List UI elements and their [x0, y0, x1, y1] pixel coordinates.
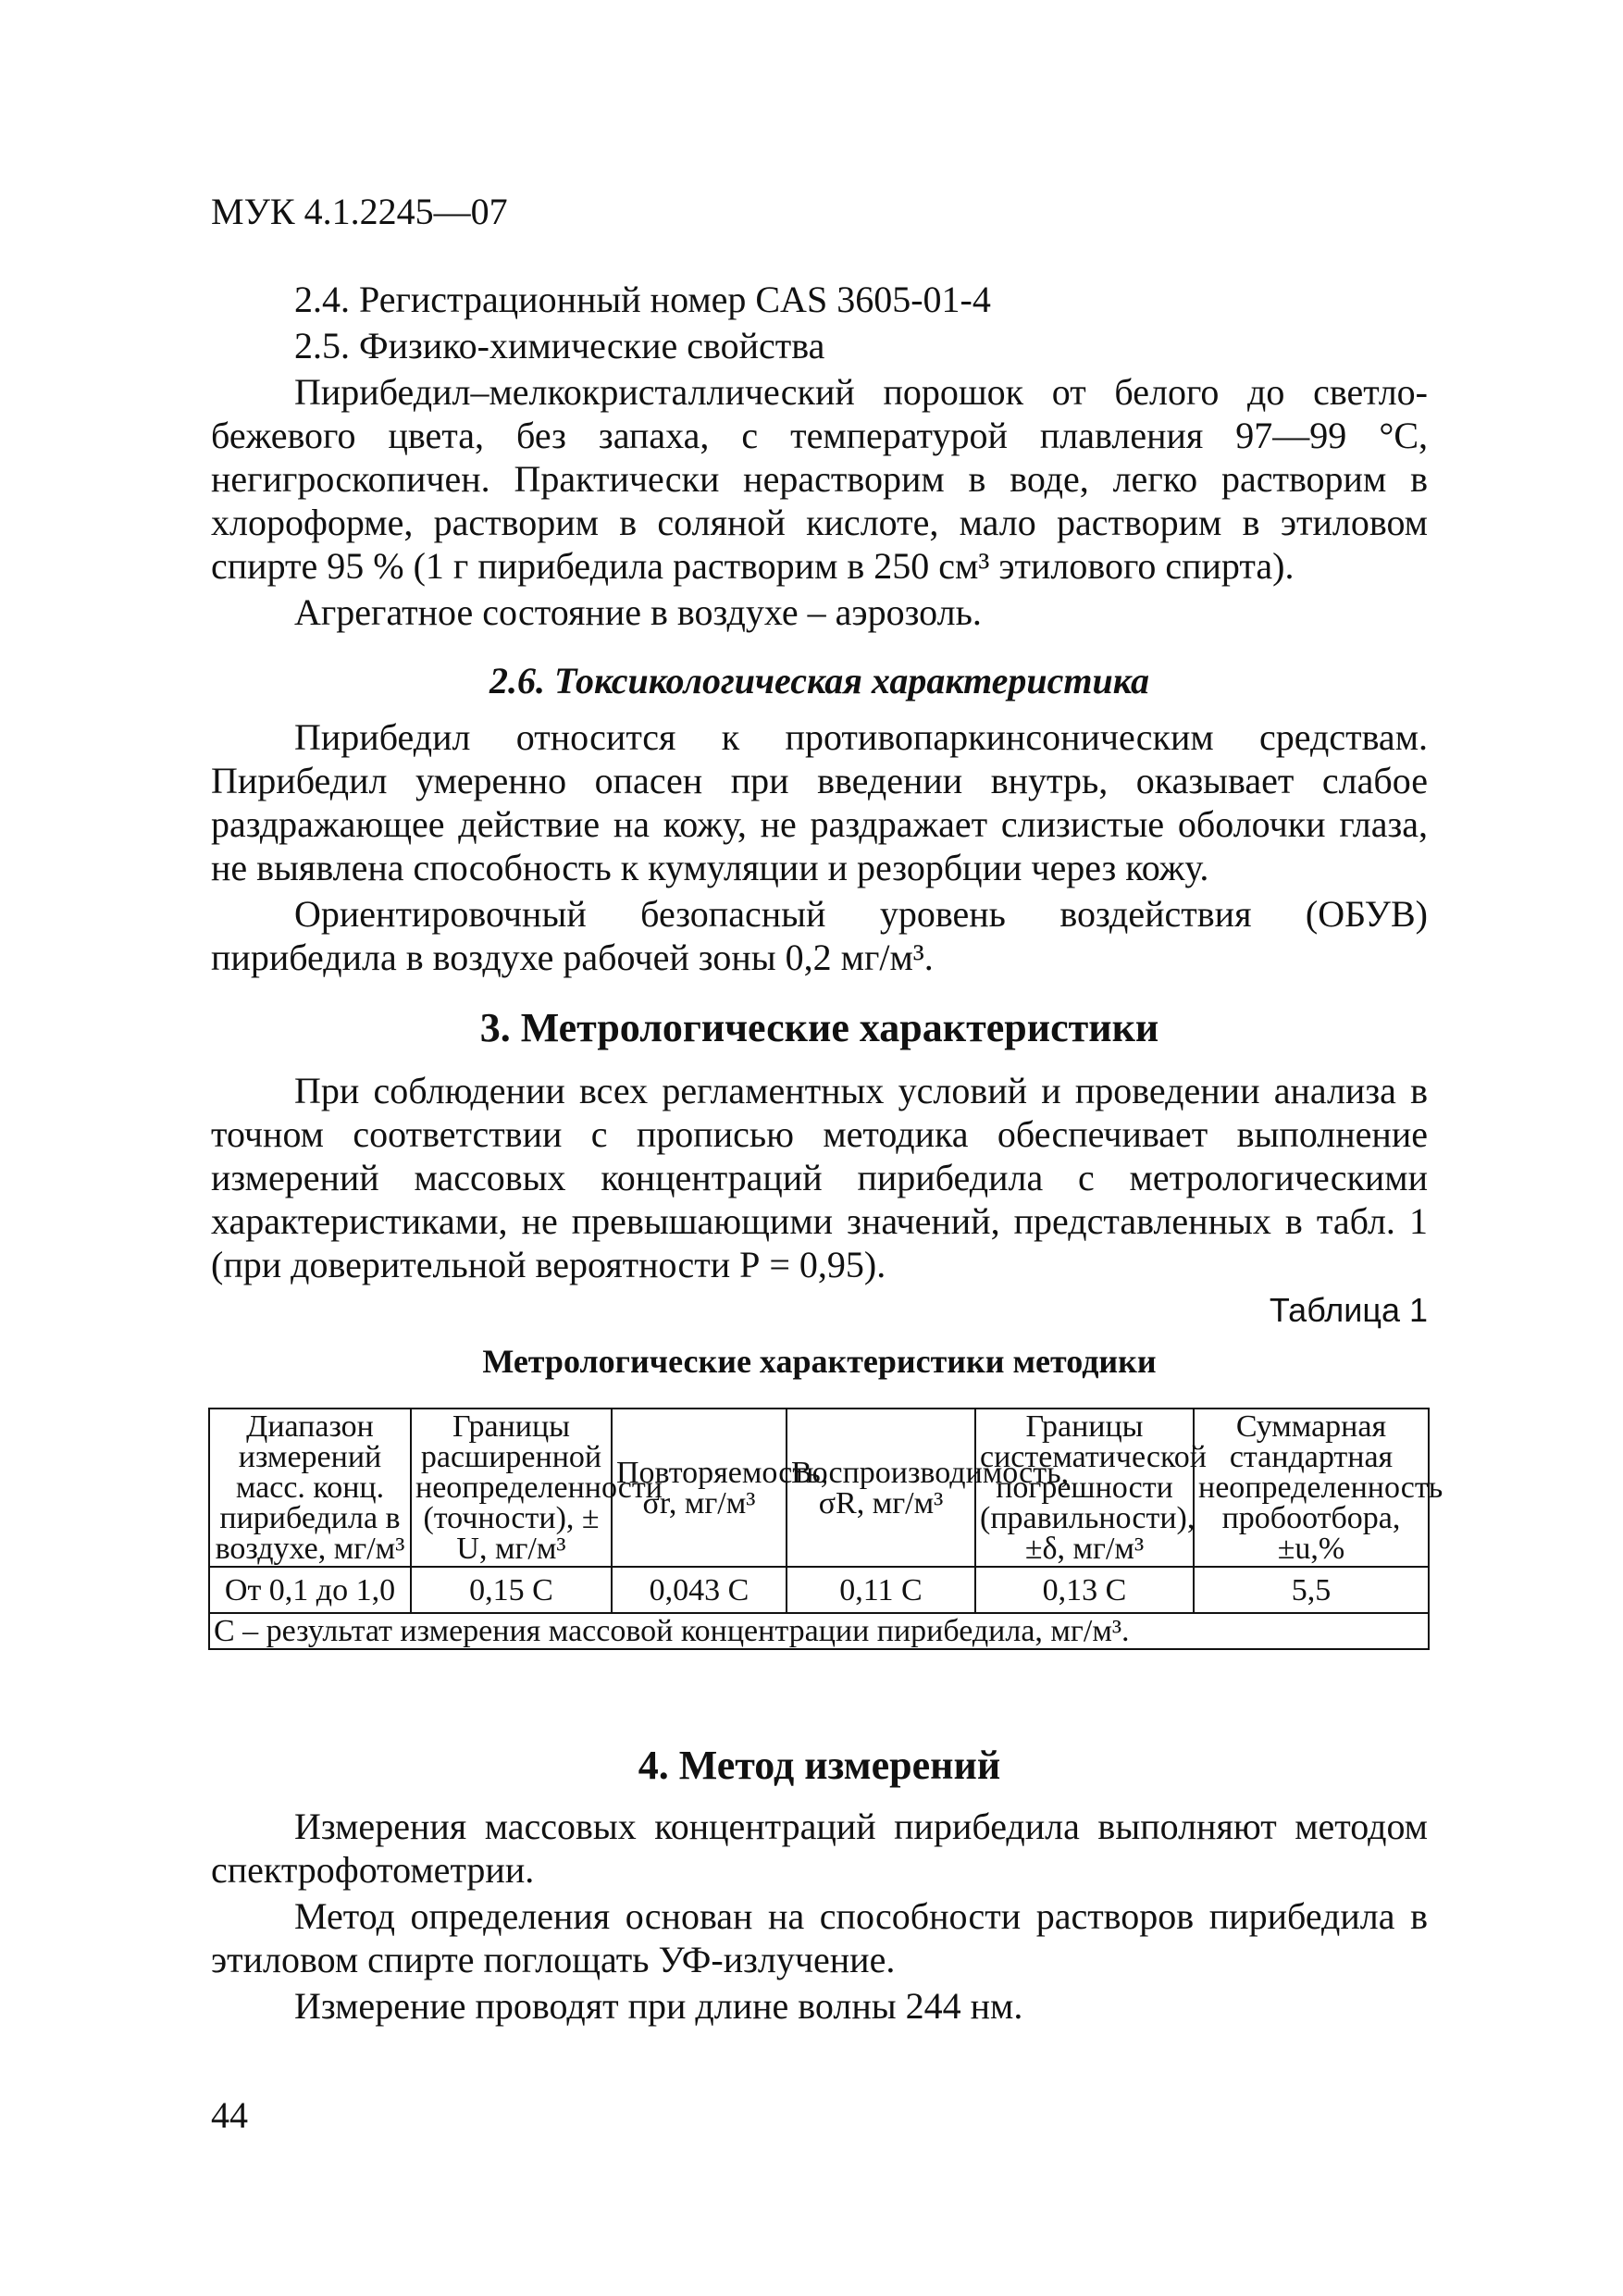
running-head: МУК 4.1.2245—07: [211, 191, 508, 232]
page-number: 44: [211, 2094, 248, 2136]
cell-sampling-uncertainty: 5,5: [1194, 1567, 1429, 1613]
table-label: Таблица 1: [1269, 1291, 1428, 1329]
method-paragraph-1: Измерения массовых концентраций пирибедила выполняют методом спектрофотометрии.: [211, 1806, 1428, 1891]
tox-section: [211, 715, 1428, 979]
physchem-paragraph: Пирибедил–мелкокристаллический порошок от белого до светло-бежевого цвета, без запаха, с температурой плавления 97—99 °С, негигроскопичен. Практически нерастворим в воде, легко растворим в хлороформе, растворим в соляной кислоте, мало растворим в этиловом спирте 95 % (1 г пирибедила растворим в 250 см³ этилового спирта).: [211, 371, 1428, 587]
header-sampling-uncertainty: Суммарная стандартная неопределенность пробоотбора, ±u,%: [1194, 1409, 1429, 1567]
header-reproducibility: Воспроизводимость, σR, мг/м³: [787, 1409, 975, 1567]
section-4-body: [211, 1805, 1428, 2028]
aggregate-state-paragraph: Агрегатное состояние в воздухе – аэрозоль.: [294, 591, 982, 633]
table-row: [209, 1567, 1429, 1613]
physchem-heading: 2.5. Физико-химические свойства: [294, 325, 825, 366]
cell-range: От 0,1 до 1,0: [209, 1567, 411, 1613]
method-paragraph-3: Измерение проводят при длине волны 244 нм.: [294, 1985, 1023, 2027]
section-2-top: [211, 278, 1428, 634]
tox-heading: 2.6. Токсикологическая характеристика: [489, 660, 1150, 701]
metrology-table: [208, 1408, 1443, 1650]
header-uncertainty: Границы расширенной неопределенности (точности), ± U, мг/м³: [411, 1409, 612, 1567]
section-3-title: 3. Метрологические характеристики: [479, 1005, 1159, 1050]
table-title: Метрологические характеристики методики: [482, 1343, 1157, 1380]
tox-paragraph: Пирибедил относится к противопаркинсоническим средствам. Пирибедил умеренно опасен при введении внутрь, оказывает слабое раздражающее действие на кожу, не раздражает слизистые оболочки глаза, не выявлена способность к кумуляции и резорбции через кожу.: [211, 716, 1428, 888]
method-paragraph-2: Метод определения основан на способности растворов пирибедила в этиловом спирте поглощать УФ-излучение.: [211, 1895, 1428, 1980]
table-header-row: [209, 1409, 1429, 1567]
header-range: Диапазон измерений масс. конц. пирибедила в воздухе, мг/м³: [209, 1409, 411, 1567]
metrology-paragraph: При соблюдении всех регламентных условий и проведении анализа в точном соответствии с прописью методика обеспечивает выполнение измерений массовых концентраций пирибедила с метрологическими характеристиками, не превышающими значений, представленных в табл. 1 (при доверительной вероятности Р = 0,95).: [211, 1070, 1428, 1285]
header-systematic-error: Границы систематической погрешности (правильности), ±δ, мг/м³: [975, 1409, 1194, 1567]
obuv-paragraph: Ориентировочный безопасный уровень воздействия (ОБУВ) пирибедила в воздухе рабочей зоны 0,2 мг/м³.: [211, 893, 1428, 978]
header-repeatability: Повторяемость, σr, мг/м³: [612, 1409, 787, 1567]
cell-reproducibility: 0,11 С: [787, 1567, 975, 1613]
cell-systematic-error: 0,13 С: [975, 1567, 1194, 1613]
table-note-row: [209, 1613, 1429, 1649]
section-4-title: 4. Метод измерений: [638, 1743, 1001, 1788]
cell-repeatability: 0,043 С: [612, 1567, 787, 1613]
section-3-body: [211, 1069, 1428, 1286]
cas-number-line: 2.4. Регистрационный номер CAS 3605-01-4: [294, 279, 991, 320]
table-note: С – результат измерения массовой концентрации пирибедила, мг/м³.: [209, 1613, 1429, 1649]
cell-uncertainty: 0,15 С: [411, 1567, 612, 1613]
